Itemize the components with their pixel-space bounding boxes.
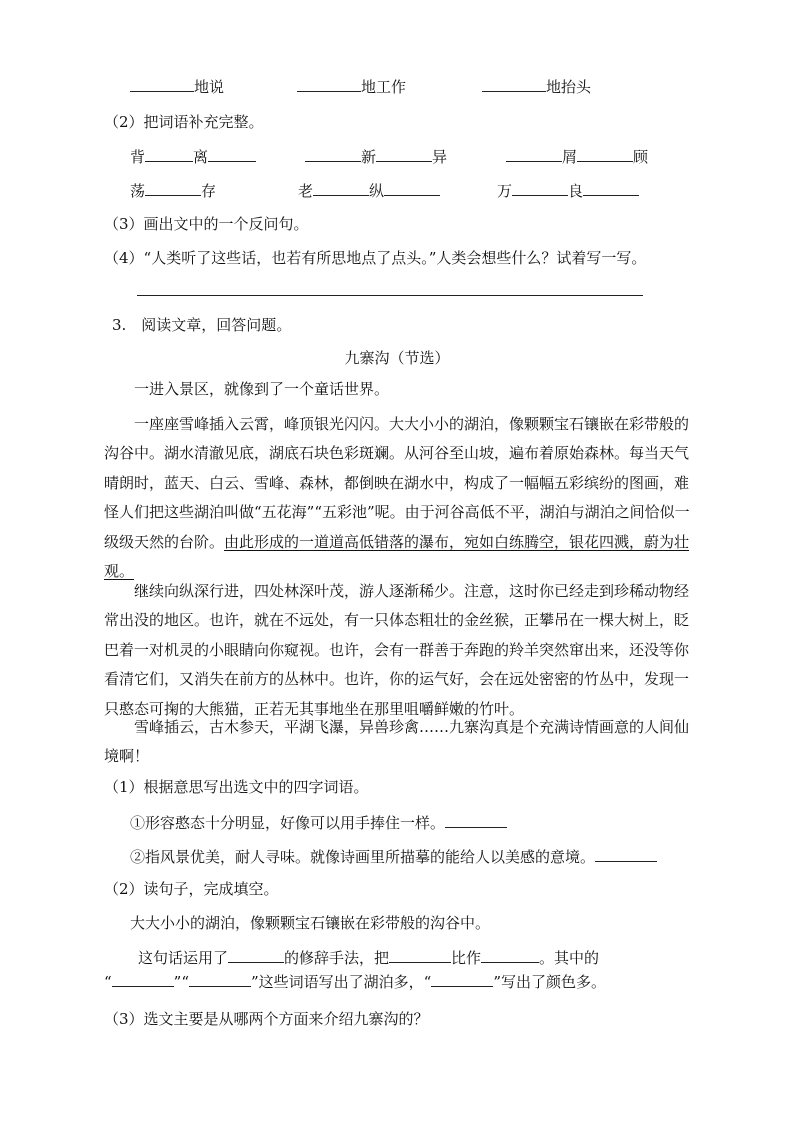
article-title: 九寨沟（节选） [344, 349, 450, 367]
idiom-2: 新 异 [305, 146, 447, 167]
paragraph-4: 雪峰插云，古木参天，平湖飞瀑，异兽珍禽……九寨沟真是个充满诗情画意的人间仙境啊！ [104, 718, 690, 766]
top-item-1: 地说 [194, 78, 225, 96]
top-fill-row-2 [297, 76, 406, 97]
section-heading: 3. 阅读文章，回答问题。 [112, 316, 292, 334]
blank-2[interactable] [297, 76, 361, 92]
answer-line[interactable] [137, 295, 643, 296]
prev-q3-label: （3）画出文中的一个反问句。 [104, 215, 309, 233]
top-item-3: 地抬头 [546, 78, 592, 96]
blank-1[interactable] [130, 76, 194, 92]
q3-label: （3）选文主要是从哪两个方面来介绍九寨沟的？ [104, 1010, 429, 1028]
paragraph-2: 一座座雪峰插入云霄，峰顶银光闪闪。大大小小的湖泊，像颗颗宝石镶嵌在彩带般的沟谷中。湖水清澈见底，湖底石块色彩斑斓。从河谷至山坡，遍布着原始森林。每当天气晴朗时，蓝天、白云、雪峰、森林，都倒映在湖水中，构成了一幅幅五彩缤纷的图画，难怪人们把这些湖泊叫做“五花海”“五彩池”呢。由于河谷高低不平，湖泊与湖泊之间恰似一级级天然的台阶。由此形成的一道道高低错落的瀑布，宛如白练腾空，银花四溅，蔚为壮观。 [104, 415, 690, 581]
top-item-2: 地工作 [361, 78, 407, 96]
prev-q4-label: （4）“人类听了这些话，也若有所思地点了点头。”人类会想些什么？试着写一写。 [104, 249, 647, 267]
paragraph-1: 一进入景区，就像到了一个童话世界。 [134, 380, 390, 398]
blank-3[interactable] [482, 76, 546, 92]
prev-q2-label: （2）把词语补充完整。 [104, 113, 264, 131]
idiom-3: 屑 顾 [506, 146, 648, 167]
top-fill-row-3 [482, 76, 591, 97]
top-fill-row [130, 76, 224, 97]
paragraph-3: 继续向纵深行进，四处林深叶茂，游人逐渐稀少。注意，这时你已经走到珍稀动物经常出没的地区。也许，就在不远处，有一只体态粗壮的金丝猴，正攀吊在一棵大树上，眨巴着一对机灵的小眼睛向你窥视。也许，会有一群善于奔跑的羚羊突然窜出来，还没等你看清它们，又消失在前方的丛林中。也许，你的运气好，会在远处密密的竹丛中，发现一只憨态可掬的大熊猫，正若无其事地坐在那里咀嚼鲜嫩的竹叶。 [104, 582, 690, 718]
q1-label: （1）根据意思写出选文中的四字词语。 [104, 778, 369, 796]
q2-fill-line-1: 这句话运用了 的修辞手法，把 比作 。其中的 [138, 949, 600, 967]
q2-fill-line-2: “ ”“ ”这些词语写出了湖泊多，“ ”写出了颜色多。 [104, 973, 607, 991]
q1-b: ②指风景优美，耐人寻味。就像诗画里所描摹的能给人以美感的意境。 [130, 846, 657, 867]
q2-label: （2）读句子，完成填空。 [104, 880, 279, 898]
idiom-5: 老 纵 [298, 180, 440, 201]
idiom-1: 背 离 [130, 146, 256, 167]
idiom-4: 荡 存 [130, 182, 217, 200]
q2-sentence: 大大小小的湖泊，像颗颗宝石镶嵌在彩带般的沟谷中。 [130, 914, 491, 932]
q1-a: ①形容憨态十分明显，好像可以用手捧住一样。 [130, 812, 507, 833]
underlined-sentence: 由此形成的一道道高低错落的瀑布，宛如白练腾空，银花四溅，蔚为壮观。 [104, 532, 690, 581]
idiom-6: 万 良 [497, 180, 639, 201]
